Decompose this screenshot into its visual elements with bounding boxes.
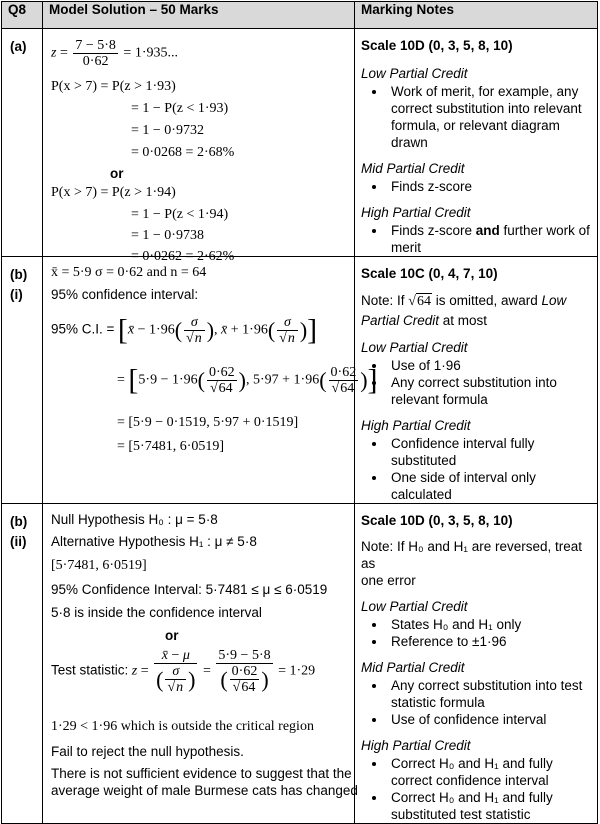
note-text: one error (361, 573, 416, 588)
low-partial-heading: Low Partial Credit (361, 599, 468, 614)
header-solution: Model Solution – 50 Marks (43, 2, 355, 29)
header-notes: Marking Notes (355, 2, 598, 29)
critical-statement: 1·29 < 1·96 which is outside the critical region (51, 719, 314, 734)
note-text: Note: If H₀ and H₁ are reversed, treat as (361, 539, 583, 571)
part-a-line: = 0·0262 = 2·62% (131, 249, 235, 264)
note-item: • Any correct substitution into test statistic formula (387, 677, 591, 711)
inside-statement: 5·8 is inside the confidence interval (51, 605, 262, 620)
conclusion-line: average weight of male Burmese cats has changed (51, 783, 358, 798)
header-question: Q8 (2, 2, 43, 29)
high-partial-heading: High Partial Credit (361, 205, 471, 220)
part-label: (b) (10, 514, 28, 529)
z-result: = 1·935... (123, 45, 178, 61)
note-item: • Use of confidence interval (387, 711, 591, 728)
part-a-solution (43, 29, 355, 264)
interval: [5·7481, 6·0519] (51, 558, 147, 573)
part-a-line: = 1 − 0·9732 (131, 123, 204, 138)
test-statistic: Test statistic: z = x̄ − μ ( $\frac{\sigma}{√n}$ ) = 5·9 − 5·8 ( $\frac{0\cdot 62}{√64}$ ) = 1·29 (51, 648, 316, 695)
note-item: • Reference to ±1·96 (387, 633, 591, 650)
part-b-i-label-cell (2, 257, 43, 504)
row-part-b-i (2, 257, 598, 504)
part-b-i-notes (355, 257, 598, 504)
z-score-formula: z = $\frac{7 - 5\cdot 8}{0\cdot 62}$ = 1·935... (51, 38, 178, 69)
part-sublabel: (i) (10, 287, 23, 302)
low-partial-heading: Low Partial Credit (361, 340, 468, 355)
note-item: • Use of 1·96 (387, 357, 591, 374)
fail-statement: Fail to reject the null hypothesis. (51, 744, 244, 759)
note-item: • Work of merit, for example, any correct substitution into relevant formula, or relevant diagram drawn (387, 83, 591, 151)
ci-statement: 95% Confidence Interval: 5·7481 ≤ μ ≤ 6·0519 (51, 582, 328, 597)
null-hypothesis: Null Hypothesis H₀ : μ = 5·8 (51, 512, 218, 527)
marking-scheme-table (1, 1, 598, 824)
note-item: • Correct H₀ and H₁ and fully correct confidence interval (387, 755, 591, 789)
header-row (2, 2, 598, 29)
note-item: • Finds z-score and further work of merit (387, 222, 591, 256)
part-b-ii-solution (43, 504, 358, 824)
part-label: (b) (10, 267, 28, 282)
part-a-label: (a) (10, 39, 27, 54)
note-item: • Any correct substitution into relevant formula (387, 374, 591, 408)
scale-label: Scale 10C (0, 4, 7, 10) (361, 266, 498, 281)
part-a-label-cell (2, 29, 43, 257)
ci-line: = [5·9 − 0·1519, 5·97 + 0·1519] (117, 415, 299, 430)
row-part-a (2, 29, 598, 257)
part-b-ii-label-cell (2, 504, 43, 824)
mid-partial-heading: Mid Partial Credit (361, 660, 465, 675)
note-item: • One side of interval only calculated (387, 469, 591, 503)
z-numerator: 7 − 5·8 (75, 38, 116, 53)
conclusion-line: There is not sufficient evidence to suggest that the (51, 766, 352, 781)
part-b-i-solution (43, 257, 378, 504)
part-b-ii-notes (355, 504, 598, 824)
z-denominator: 0·62 (82, 54, 109, 69)
alt-hypothesis: Alternative Hypothesis H₁ : μ ≠ 5·8 (51, 534, 257, 549)
part-a-line: P(x > 7) = P(z > 1·94) (51, 185, 176, 200)
part-a-line: P(x > 7) = P(z > 1·93) (51, 79, 176, 94)
or-divider: or (165, 628, 179, 643)
ci-heading: 95% confidence interval: (51, 287, 199, 302)
part-a-line: = 0·0268 = 2·68% (131, 145, 235, 160)
or-divider: or (110, 166, 124, 181)
part-a-notes (355, 29, 598, 257)
marking-scheme-sheet (1, 1, 598, 822)
given-values: x̄ = 5·9 σ = 0·62 and n = 64 (51, 265, 207, 280)
mid-partial-heading: Mid Partial Credit (361, 161, 465, 176)
note-item: • Finds z-score (387, 178, 591, 195)
note-item: • Confidence interval fully substituted (387, 435, 591, 469)
ci-formula: 95% C.I. = [x̄ − 1·96( $\frac{\sigma}{√n}$ ), x̄ + 1·96( $\frac{\sigma}{√n}$ )] (51, 313, 318, 347)
note-item: • Correct H₀ and H₁ and fully substituted test statistic (387, 789, 591, 823)
high-partial-heading: High Partial Credit (361, 418, 471, 433)
high-partial-heading: High Partial Credit (361, 738, 471, 753)
ci-substituted: = [5·9 − 1·96( $\frac{0\cdot 62}{√64}$ ), 5·97 + 1·96( $\frac{0\cdot 62}{√64}$ )] (117, 363, 378, 397)
note-item: • States H₀ and H₁ only (387, 616, 591, 633)
scale-label: Scale 10D (0, 3, 5, 8, 10) (361, 513, 513, 528)
scale-label: Scale 10D (0, 3, 5, 8, 10) (361, 38, 513, 53)
row-part-b-ii (2, 504, 598, 824)
part-a-line: = 1 − 0·9738 (131, 228, 204, 243)
part-sublabel: (ii) (10, 534, 27, 549)
part-a-line: = 1 − P(z < 1·94) (131, 207, 229, 222)
low-partial-heading: Low Partial Credit (361, 66, 468, 81)
ci-line: = [5·7481, 6·0519] (117, 439, 225, 454)
note-text: Note: If √64 is omitted, award Low Partial Credit at most (361, 293, 567, 328)
part-a-line: = 1 − P(z < 1·93) (131, 101, 229, 116)
